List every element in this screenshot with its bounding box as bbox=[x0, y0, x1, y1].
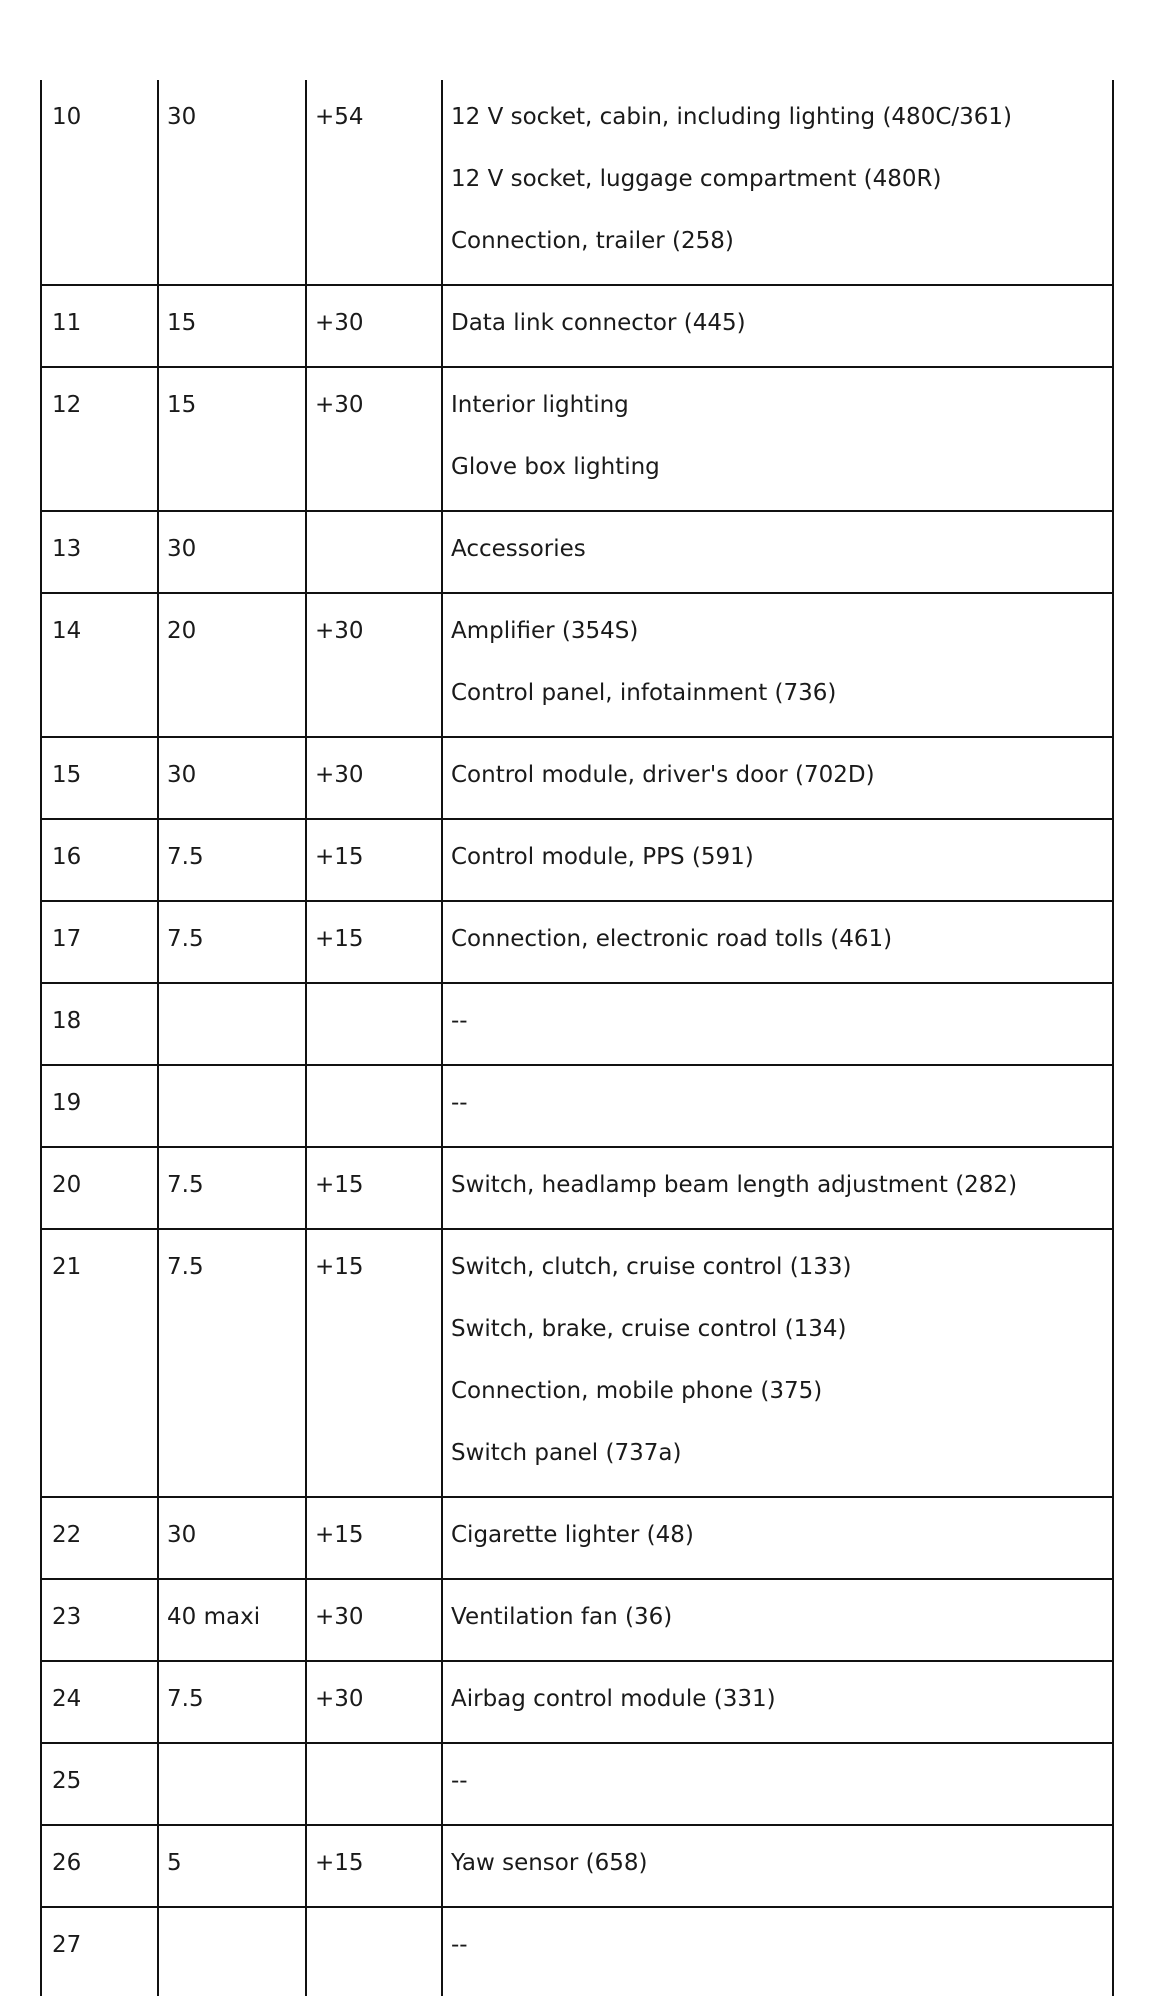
table-row bbox=[41, 1825, 1113, 1907]
consumer-cell bbox=[442, 1065, 1113, 1147]
consumer-line: -- bbox=[451, 1090, 468, 1116]
fuse-number-cell: 18 bbox=[41, 983, 158, 1065]
consumer-line: Connection, electronic road tolls (461) bbox=[451, 926, 893, 952]
consumer-cell bbox=[442, 1661, 1113, 1743]
amperage-cell: 7.5 bbox=[158, 1147, 306, 1229]
table-row bbox=[41, 1907, 1113, 1996]
cropped-column-mark bbox=[1112, 916, 1113, 925]
table-row bbox=[41, 737, 1113, 819]
consumer-cell bbox=[442, 1743, 1113, 1825]
fuse-number-cell: 17 bbox=[41, 901, 158, 983]
table-row bbox=[41, 1743, 1113, 1825]
cropped-column-mark bbox=[1112, 1512, 1113, 1521]
consumer-cell bbox=[442, 285, 1113, 367]
consumer-cell bbox=[442, 901, 1113, 983]
consumer-line: Accessories bbox=[451, 536, 586, 562]
consumer-cell bbox=[442, 1147, 1113, 1229]
consumer-line: Interior lighting bbox=[451, 392, 629, 418]
consumer-cell bbox=[442, 511, 1113, 593]
supply-cell bbox=[306, 983, 442, 1065]
consumer-line: Ventilation fan (36) bbox=[451, 1604, 673, 1630]
table-row bbox=[41, 1497, 1113, 1579]
consumer-line: Yaw sensor (658) bbox=[451, 1850, 648, 1876]
fuse-number-cell: 13 bbox=[41, 511, 158, 593]
cropped-column-mark bbox=[1112, 1594, 1113, 1603]
table-row bbox=[41, 901, 1113, 983]
supply-cell bbox=[306, 1907, 442, 1996]
fuse-table bbox=[40, 80, 1114, 1996]
fuse-number-cell: 11 bbox=[41, 285, 158, 367]
table-row bbox=[41, 1229, 1113, 1497]
consumer-line: -- bbox=[451, 1768, 468, 1794]
supply-cell: +15 bbox=[306, 1147, 442, 1229]
amperage-cell bbox=[158, 983, 306, 1065]
consumer-line: Switch, brake, cruise control (134) bbox=[451, 1316, 847, 1342]
fuse-number-cell: 20 bbox=[41, 1147, 158, 1229]
fuse-number-cell: 14 bbox=[41, 593, 158, 737]
consumer-line: Control module, PPS (591) bbox=[451, 844, 754, 870]
cropped-column-mark bbox=[1112, 834, 1113, 843]
fuse-number-cell: 22 bbox=[41, 1497, 158, 1579]
consumer-line: -- bbox=[451, 1932, 468, 1958]
supply-cell: +30 bbox=[306, 737, 442, 819]
cropped-column-mark bbox=[1112, 300, 1113, 309]
consumer-line: 12 V socket, luggage compartment (480R) bbox=[451, 166, 942, 192]
amperage-cell: 30 bbox=[158, 80, 306, 285]
amperage-cell: 30 bbox=[158, 511, 306, 593]
cropped-column-mark bbox=[1112, 1162, 1113, 1171]
fuse-number-cell: 24 bbox=[41, 1661, 158, 1743]
consumer-line: Data link connector (445) bbox=[451, 310, 746, 336]
consumer-cell bbox=[442, 1229, 1113, 1497]
fuse-number-cell: 10 bbox=[41, 80, 158, 285]
consumer-cell bbox=[442, 737, 1113, 819]
supply-cell: +30 bbox=[306, 1661, 442, 1743]
supply-cell bbox=[306, 1065, 442, 1147]
amperage-cell: 20 bbox=[158, 593, 306, 737]
cropped-column-mark bbox=[1112, 1676, 1113, 1685]
consumer-cell bbox=[442, 593, 1113, 737]
table-row bbox=[41, 511, 1113, 593]
amperage-cell: 15 bbox=[158, 367, 306, 511]
consumer-cell bbox=[442, 983, 1113, 1065]
amperage-cell: 30 bbox=[158, 1497, 306, 1579]
supply-cell bbox=[306, 1743, 442, 1825]
consumer-cell bbox=[442, 1579, 1113, 1661]
amperage-cell: 7.5 bbox=[158, 901, 306, 983]
consumer-line: Airbag control module (331) bbox=[451, 1686, 776, 1712]
consumer-line: Switch, clutch, cruise control (133) bbox=[451, 1254, 852, 1280]
fuse-number-cell: 12 bbox=[41, 367, 158, 511]
fuse-number-cell: 21 bbox=[41, 1229, 158, 1497]
supply-cell: +54 bbox=[306, 80, 442, 285]
consumer-cell bbox=[442, 1497, 1113, 1579]
supply-cell bbox=[306, 511, 442, 593]
supply-cell: +15 bbox=[306, 901, 442, 983]
table-row bbox=[41, 593, 1113, 737]
consumer-cell bbox=[442, 367, 1113, 511]
supply-cell: +15 bbox=[306, 819, 442, 901]
cropped-column-mark bbox=[1112, 752, 1113, 761]
consumer-line: Connection, mobile phone (375) bbox=[451, 1378, 823, 1404]
fuse-number-cell: 27 bbox=[41, 1907, 158, 1996]
supply-cell: +15 bbox=[306, 1229, 442, 1497]
fuse-number-cell: 26 bbox=[41, 1825, 158, 1907]
fuse-number-cell: 23 bbox=[41, 1579, 158, 1661]
table-row bbox=[41, 285, 1113, 367]
fuse-number-cell: 15 bbox=[41, 737, 158, 819]
table-row bbox=[41, 1579, 1113, 1661]
table-row bbox=[41, 1147, 1113, 1229]
fuse-number-cell: 25 bbox=[41, 1743, 158, 1825]
consumer-line: Control module, driver's door (702D) bbox=[451, 762, 875, 788]
amperage-cell bbox=[158, 1743, 306, 1825]
consumer-line: Control panel, infotainment (736) bbox=[451, 680, 837, 706]
consumer-line: Switch, headlamp beam length adjustment (282) bbox=[451, 1172, 1018, 1198]
cropped-column-mark bbox=[1112, 1840, 1113, 1849]
cropped-column-mark bbox=[1112, 1244, 1113, 1253]
supply-cell: +30 bbox=[306, 285, 442, 367]
supply-cell: +15 bbox=[306, 1497, 442, 1579]
table-row bbox=[41, 983, 1113, 1065]
amperage-cell: 7.5 bbox=[158, 819, 306, 901]
fuse-number-cell: 16 bbox=[41, 819, 158, 901]
amperage-cell: 40 maxi bbox=[158, 1579, 306, 1661]
consumer-line: Cigarette lighter (48) bbox=[451, 1522, 694, 1548]
amperage-cell bbox=[158, 1065, 306, 1147]
consumer-line: Switch panel (737a) bbox=[451, 1440, 682, 1466]
consumer-cell bbox=[442, 819, 1113, 901]
amperage-cell: 30 bbox=[158, 737, 306, 819]
cropped-column-mark bbox=[1112, 608, 1113, 617]
supply-cell: +30 bbox=[306, 367, 442, 511]
amperage-cell: 7.5 bbox=[158, 1229, 306, 1497]
consumer-line: Glove box lighting bbox=[451, 454, 660, 480]
amperage-cell: 7.5 bbox=[158, 1661, 306, 1743]
amperage-cell: 15 bbox=[158, 285, 306, 367]
consumer-line: -- bbox=[451, 1008, 468, 1034]
fuse-number-cell: 19 bbox=[41, 1065, 158, 1147]
table-row bbox=[41, 367, 1113, 511]
amperage-cell bbox=[158, 1907, 306, 1996]
consumer-line: Amplifier (354S) bbox=[451, 618, 639, 644]
amperage-cell: 5 bbox=[158, 1825, 306, 1907]
consumer-line: Connection, trailer (258) bbox=[451, 228, 734, 254]
supply-cell: +15 bbox=[306, 1825, 442, 1907]
consumer-line: 12 V socket, cabin, including lighting (480C/361) bbox=[451, 104, 1013, 130]
table-row bbox=[41, 819, 1113, 901]
consumer-cell bbox=[442, 80, 1113, 285]
consumer-cell bbox=[442, 1907, 1113, 1996]
consumer-cell bbox=[442, 1825, 1113, 1907]
table-row bbox=[41, 80, 1113, 285]
table-row bbox=[41, 1661, 1113, 1743]
fuse-table-body bbox=[41, 80, 1113, 1996]
supply-cell: +30 bbox=[306, 1579, 442, 1661]
table-row bbox=[41, 1065, 1113, 1147]
supply-cell: +30 bbox=[306, 593, 442, 737]
cropped-column-mark bbox=[1112, 382, 1113, 391]
